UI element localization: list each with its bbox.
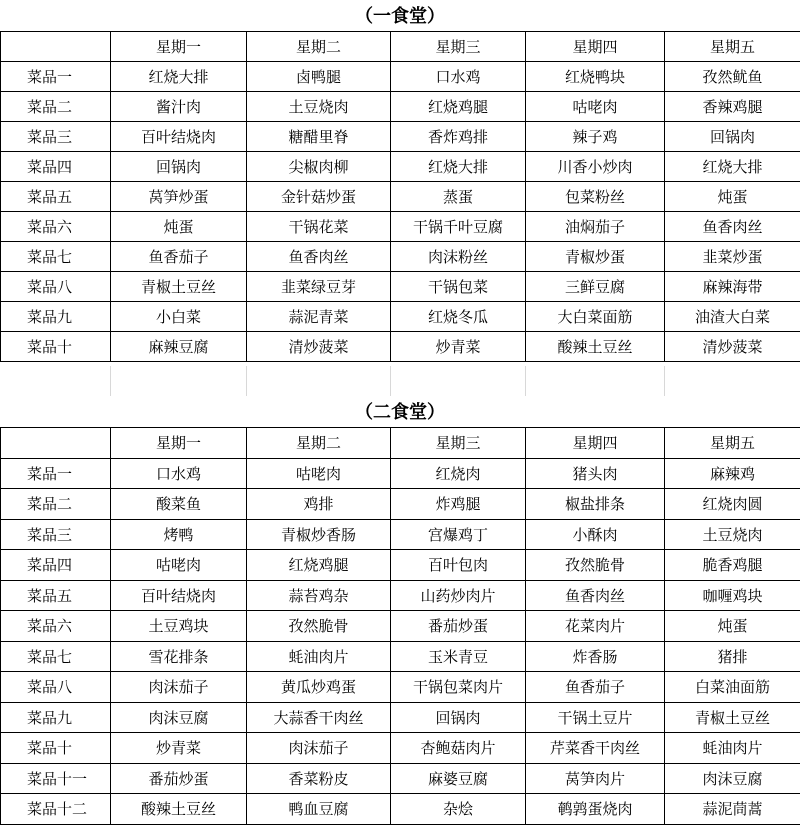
dish-number-label: 菜品一 — [1, 458, 111, 489]
table-row — [1, 580, 800, 611]
dish-cell: 酸辣土豆丝 — [526, 332, 665, 362]
table-row — [1, 212, 800, 242]
dish-cell: 麻辣豆腐 — [111, 332, 247, 362]
day-header: 星期二 — [247, 32, 391, 62]
dish-cell: 黄瓜炒鸡蛋 — [247, 672, 391, 703]
dish-cell: 杏鲍菇肉片 — [391, 733, 526, 764]
dish-cell: 百叶结烧肉 — [111, 580, 247, 611]
dish-cell: 红烧鸡腿 — [247, 550, 391, 581]
dish-cell: 香辣鸡腿 — [665, 92, 800, 122]
dish-cell: 肉沫茄子 — [247, 733, 391, 764]
dish-cell: 包菜粉丝 — [526, 182, 665, 212]
dish-cell: 蒜泥茼蒿 — [665, 794, 800, 825]
dish-cell: 香菜粉皮 — [247, 763, 391, 794]
dish-number-label: 菜品八 — [1, 272, 111, 302]
table-row — [1, 611, 800, 642]
dish-cell: 芹菜香干肉丝 — [526, 733, 665, 764]
dish-cell: 鱼香肉丝 — [665, 212, 800, 242]
table-row — [1, 733, 800, 764]
dish-cell: 鸭血豆腐 — [247, 794, 391, 825]
dish-cell: 百叶包肉 — [391, 550, 526, 581]
dish-cell: 酸菜鱼 — [111, 489, 247, 520]
dish-cell: 莴笋肉片 — [526, 763, 665, 794]
dish-cell: 蚝油肉片 — [247, 641, 391, 672]
dish-cell: 猪头肉 — [526, 458, 665, 489]
dish-cell: 鱼香茄子 — [526, 672, 665, 703]
dish-cell: 干锅包菜肉片 — [391, 672, 526, 703]
dish-cell: 干锅土豆片 — [526, 702, 665, 733]
dish-number-label: 菜品六 — [1, 212, 111, 242]
table-row — [1, 272, 800, 302]
dish-number-label: 菜品一 — [1, 62, 111, 92]
dish-cell: 孜然脆骨 — [526, 550, 665, 581]
dish-cell: 肉沫粉丝 — [391, 242, 526, 272]
dish-cell: 玉米青豆 — [391, 641, 526, 672]
table-row — [1, 458, 800, 489]
dish-cell: 红烧大排 — [391, 152, 526, 182]
dish-cell: 炖蛋 — [665, 182, 800, 212]
dish-cell: 蒜苔鸡杂 — [247, 580, 391, 611]
dish-cell: 炖蛋 — [665, 611, 800, 642]
dish-cell: 炖蛋 — [111, 212, 247, 242]
dish-cell: 红烧大排 — [111, 62, 247, 92]
dish-cell: 宫爆鸡丁 — [391, 519, 526, 550]
dish-cell: 红烧冬瓜 — [391, 302, 526, 332]
dish-cell: 青椒炒香肠 — [247, 519, 391, 550]
day-header: 星期一 — [111, 32, 247, 62]
dish-cell: 糖醋里脊 — [247, 122, 391, 152]
dish-number-label: 菜品八 — [1, 672, 111, 703]
dish-cell: 大白菜面筋 — [526, 302, 665, 332]
table-row — [1, 641, 800, 672]
dish-cell: 蒸蛋 — [391, 182, 526, 212]
dish-cell: 鱼香茄子 — [111, 242, 247, 272]
dish-number-label: 菜品十 — [1, 332, 111, 362]
table-row — [1, 182, 800, 212]
dish-cell: 油焖茄子 — [526, 212, 665, 242]
dish-cell: 大蒜香干肉丝 — [247, 702, 391, 733]
dish-number-label: 菜品三 — [1, 519, 111, 550]
table-row — [1, 550, 800, 581]
dish-cell: 猪排 — [665, 641, 800, 672]
day-header: 星期三 — [391, 428, 526, 459]
canteen1-title: （一食堂） — [0, 2, 800, 32]
day-header: 星期五 — [665, 428, 800, 459]
corner-cell — [1, 32, 111, 62]
dish-cell: 油渣大白菜 — [665, 302, 800, 332]
dish-number-label: 菜品十二 — [1, 794, 111, 825]
dish-cell: 回锅肉 — [111, 152, 247, 182]
table-row — [1, 92, 800, 122]
table-row — [1, 122, 800, 152]
dish-cell: 炒青菜 — [391, 332, 526, 362]
dish-number-label: 菜品十 — [1, 733, 111, 764]
table-row — [1, 794, 800, 825]
dish-cell: 白菜油面筋 — [665, 672, 800, 703]
dish-cell: 咖喱鸡块 — [665, 580, 800, 611]
canteen2-menu-table — [0, 427, 800, 825]
dish-number-label: 菜品三 — [1, 122, 111, 152]
dish-cell: 卤鸭腿 — [247, 62, 391, 92]
dish-number-label: 菜品二 — [1, 489, 111, 520]
dish-cell: 脆香鸡腿 — [665, 550, 800, 581]
dish-cell: 雪花排条 — [111, 641, 247, 672]
dish-cell: 蚝油肉片 — [665, 733, 800, 764]
dish-cell: 肉沫茄子 — [111, 672, 247, 703]
dish-cell: 土豆烧肉 — [247, 92, 391, 122]
table-row — [1, 489, 800, 520]
header-row — [1, 428, 800, 459]
dish-cell: 青椒炒蛋 — [526, 242, 665, 272]
dish-cell: 山药炒肉片 — [391, 580, 526, 611]
dish-cell: 尖椒肉柳 — [247, 152, 391, 182]
table-row — [1, 332, 800, 362]
table-row — [1, 152, 800, 182]
dish-cell: 孜然脆骨 — [247, 611, 391, 642]
dish-cell: 干锅包菜 — [391, 272, 526, 302]
dish-cell: 韭菜绿豆芽 — [247, 272, 391, 302]
dish-cell: 红烧肉 — [391, 458, 526, 489]
dish-cell: 咕咾肉 — [526, 92, 665, 122]
dish-cell: 小酥肉 — [526, 519, 665, 550]
dish-cell: 鱼香肉丝 — [526, 580, 665, 611]
dish-cell: 干锅千叶豆腐 — [391, 212, 526, 242]
canteen2-title: （二食堂） — [0, 398, 800, 428]
dish-cell: 鱼香肉丝 — [247, 242, 391, 272]
dish-cell: 番茄炒蛋 — [391, 611, 526, 642]
dish-cell: 土豆烧肉 — [665, 519, 800, 550]
dish-cell: 肉沫豆腐 — [665, 763, 800, 794]
day-header: 星期四 — [526, 32, 665, 62]
dish-cell: 酱汁肉 — [111, 92, 247, 122]
dish-cell: 川香小炒肉 — [526, 152, 665, 182]
dish-number-label: 菜品七 — [1, 641, 111, 672]
day-header: 星期五 — [665, 32, 800, 62]
dish-cell: 金针菇炒蛋 — [247, 182, 391, 212]
day-header: 星期一 — [111, 428, 247, 459]
dish-cell: 烤鸭 — [111, 519, 247, 550]
dish-cell: 回锅肉 — [665, 122, 800, 152]
dish-cell: 清炒菠菜 — [247, 332, 391, 362]
dish-cell: 红烧鸡腿 — [391, 92, 526, 122]
dish-cell: 莴笋炒蛋 — [111, 182, 247, 212]
day-header: 星期四 — [526, 428, 665, 459]
dish-cell: 椒盐排条 — [526, 489, 665, 520]
dish-number-label: 菜品六 — [1, 611, 111, 642]
dish-cell: 炒青菜 — [111, 733, 247, 764]
dish-cell: 红烧大排 — [665, 152, 800, 182]
table-row — [1, 702, 800, 733]
table-row — [1, 763, 800, 794]
canteen1-menu-table — [0, 31, 800, 362]
dish-number-label: 菜品四 — [1, 550, 111, 581]
table-row — [1, 62, 800, 92]
dish-cell: 三鲜豆腐 — [526, 272, 665, 302]
dish-cell: 小白菜 — [111, 302, 247, 332]
header-row — [1, 32, 800, 62]
dish-cell: 口水鸡 — [111, 458, 247, 489]
dish-cell: 麻婆豆腐 — [391, 763, 526, 794]
table-row — [1, 242, 800, 272]
spacer-row — [0, 366, 800, 396]
dish-cell: 青椒土豆丝 — [665, 702, 800, 733]
dish-cell: 花菜肉片 — [526, 611, 665, 642]
dish-cell: 红烧鸭块 — [526, 62, 665, 92]
dish-number-label: 菜品四 — [1, 152, 111, 182]
table-row — [1, 519, 800, 550]
dish-cell: 青椒土豆丝 — [111, 272, 247, 302]
dish-cell: 辣子鸡 — [526, 122, 665, 152]
dish-cell: 炸香肠 — [526, 641, 665, 672]
dish-number-label: 菜品十一 — [1, 763, 111, 794]
dish-cell: 麻辣鸡 — [665, 458, 800, 489]
dish-cell: 咕咾肉 — [111, 550, 247, 581]
dish-number-label: 菜品二 — [1, 92, 111, 122]
dish-number-label: 菜品七 — [1, 242, 111, 272]
day-header: 星期三 — [391, 32, 526, 62]
dish-cell: 清炒菠菜 — [665, 332, 800, 362]
corner-cell — [1, 428, 111, 459]
dish-cell: 鹌鹑蛋烧肉 — [526, 794, 665, 825]
dish-cell: 韭菜炒蛋 — [665, 242, 800, 272]
dish-cell: 香炸鸡排 — [391, 122, 526, 152]
dish-cell: 蒜泥青菜 — [247, 302, 391, 332]
dish-cell: 鸡排 — [247, 489, 391, 520]
dish-number-label: 菜品五 — [1, 580, 111, 611]
dish-cell: 百叶结烧肉 — [111, 122, 247, 152]
dish-cell: 麻辣海带 — [665, 272, 800, 302]
dish-cell: 干锅花菜 — [247, 212, 391, 242]
dish-number-label: 菜品九 — [1, 702, 111, 733]
dish-cell: 酸辣土豆丝 — [111, 794, 247, 825]
dish-cell: 口水鸡 — [391, 62, 526, 92]
dish-cell: 杂烩 — [391, 794, 526, 825]
dish-number-label: 菜品九 — [1, 302, 111, 332]
table-row — [1, 672, 800, 703]
dish-cell: 红烧肉圆 — [665, 489, 800, 520]
dish-number-label: 菜品五 — [1, 182, 111, 212]
table-row — [1, 302, 800, 332]
dish-cell: 番茄炒蛋 — [111, 763, 247, 794]
dish-cell: 咕咾肉 — [247, 458, 391, 489]
dish-cell: 土豆鸡块 — [111, 611, 247, 642]
dish-cell: 孜然鱿鱼 — [665, 62, 800, 92]
dish-cell: 肉沫豆腐 — [111, 702, 247, 733]
dish-cell: 炸鸡腿 — [391, 489, 526, 520]
dish-cell: 回锅肉 — [391, 702, 526, 733]
day-header: 星期二 — [247, 428, 391, 459]
